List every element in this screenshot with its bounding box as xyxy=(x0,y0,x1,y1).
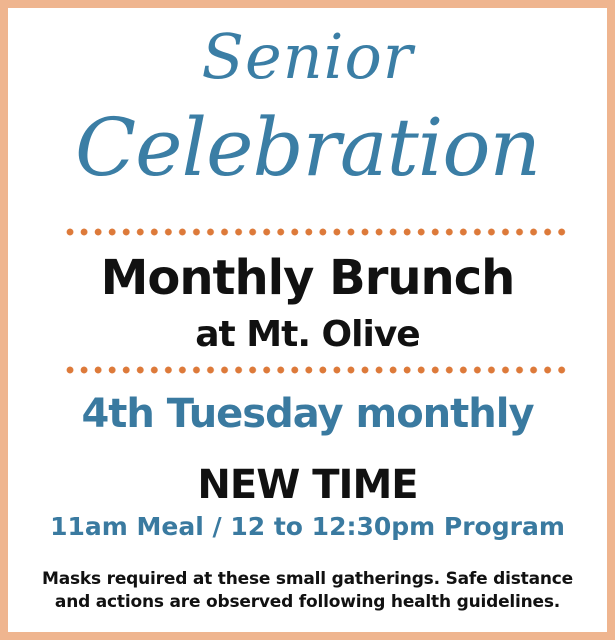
title-celebration: Celebration xyxy=(74,101,541,194)
health-note xyxy=(8,568,607,614)
new-time-notice: NEW TIME xyxy=(197,462,418,508)
title-senior: Senior xyxy=(201,20,414,93)
schedule-text: 4th Tuesday monthly xyxy=(81,391,534,437)
health-note-line-1: Masks required at these small gatherings. Safe distance xyxy=(42,569,573,589)
dotted-divider-top xyxy=(63,228,568,236)
meal-program-times: 11am Meal / 12 to 12:30pm Program xyxy=(50,512,565,541)
headline-monthly-brunch: Monthly Brunch xyxy=(100,250,515,306)
subheadline-location: at Mt. Olive xyxy=(195,314,420,355)
health-note-line-2: and actions are observed following health guidelines. xyxy=(54,591,561,612)
dotted-divider-bottom xyxy=(63,366,568,374)
